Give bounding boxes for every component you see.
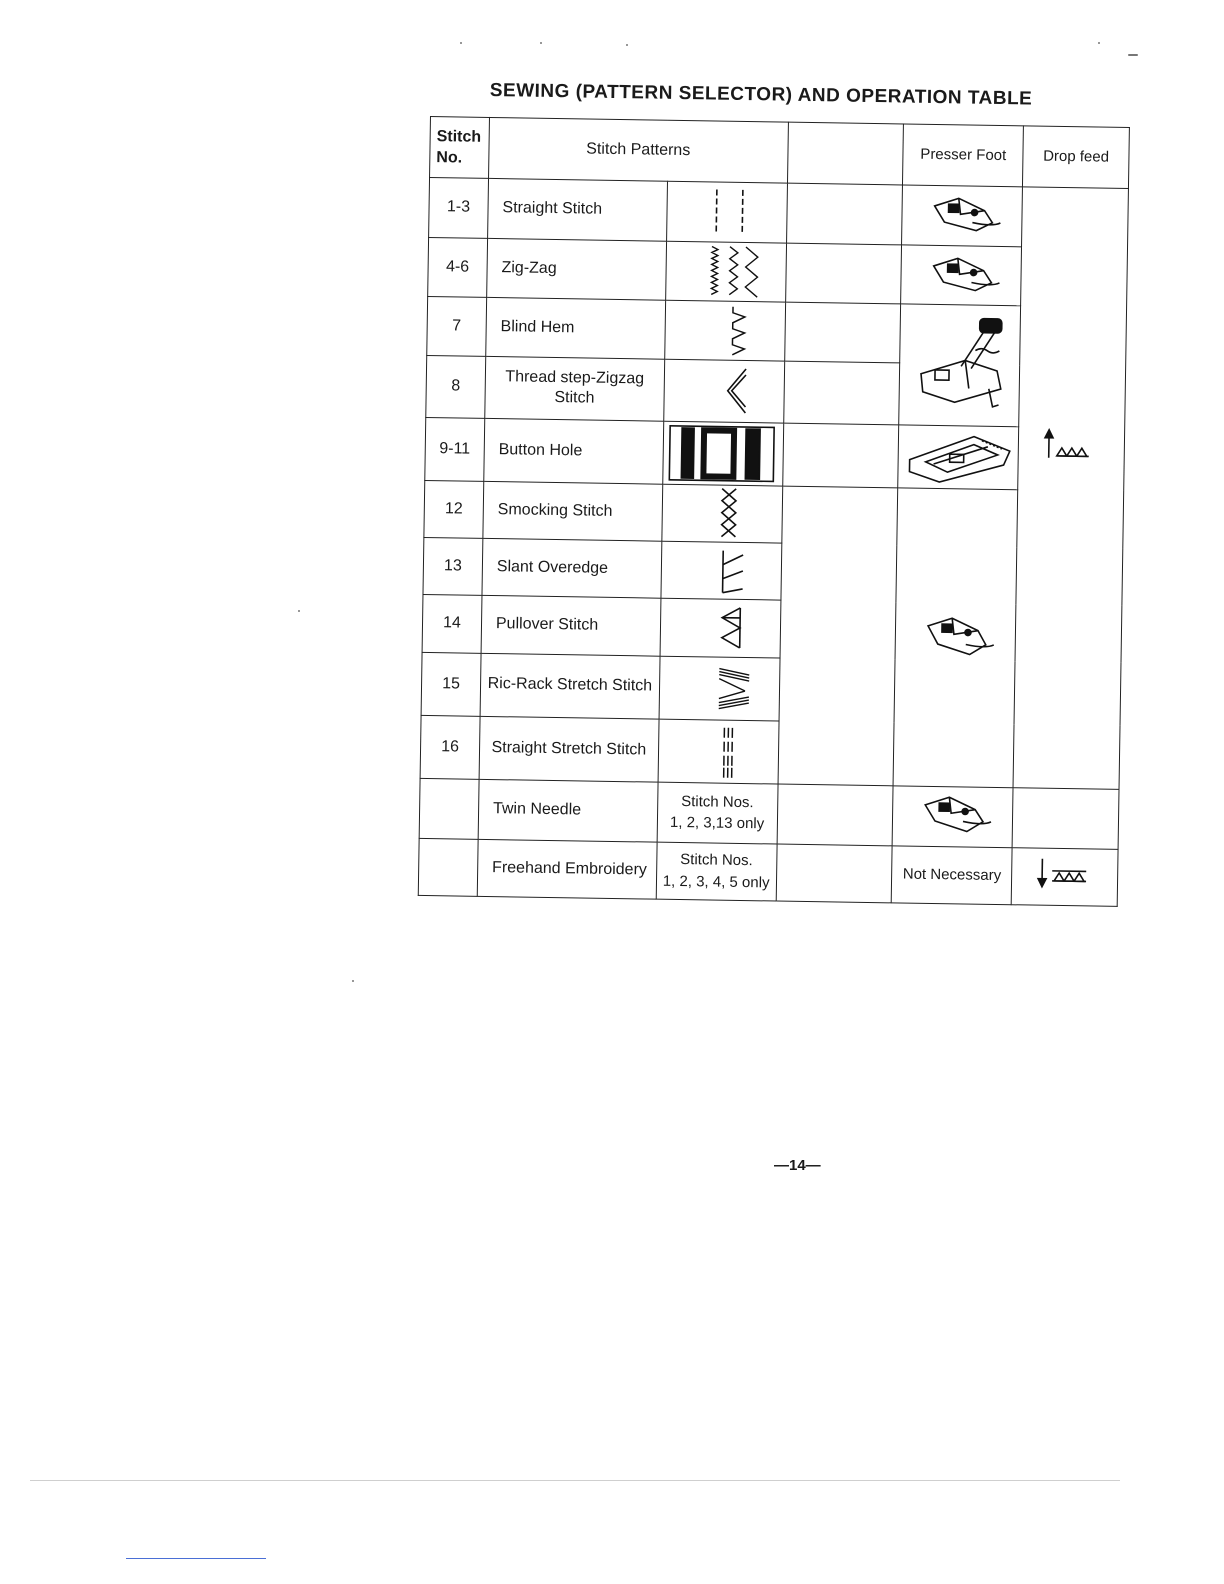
stitch-name: Freehand Embroidery	[477, 839, 657, 899]
blank-cell	[784, 302, 901, 363]
drop-feed-up-cell	[1013, 187, 1128, 790]
stitch-name: Button Hole	[484, 418, 664, 484]
stitch-number: 13	[423, 538, 483, 596]
scan-edge-line	[30, 1480, 1120, 1481]
blank-cell	[777, 784, 894, 845]
table-row	[429, 178, 1129, 248]
stitch-nos-label: Stitch Nos.	[680, 851, 753, 870]
zigzag-pattern-icon	[665, 241, 786, 302]
stitch-name: Thread step-Zigzag Stitch	[485, 357, 665, 421]
stitch-name: Blind Hem	[486, 297, 666, 359]
stitch-name: Twin Needle	[478, 780, 658, 842]
thread-step-zigzag-pattern-icon	[663, 359, 784, 422]
blank-cell	[778, 486, 898, 786]
stitch-name: Slant Overedge	[482, 538, 662, 598]
straight-stitch-pattern-icon	[666, 182, 787, 243]
stitch-name: Pullover Stitch	[481, 596, 661, 656]
zigzag-presser-foot-icon	[902, 185, 1023, 246]
table-row	[419, 779, 1119, 849]
stitch-number-empty	[419, 779, 479, 839]
scan-speck	[540, 42, 542, 44]
table-header-row	[430, 117, 1130, 189]
stitch-number: 8	[426, 356, 486, 418]
scan-speck	[1128, 54, 1138, 56]
stitch-number: 14	[422, 595, 482, 653]
stitch-number: 16	[420, 715, 480, 779]
stitch-name: Zig-Zag	[487, 238, 667, 300]
zigzag-presser-foot-icon	[893, 488, 1018, 788]
smocking-pattern-icon	[662, 484, 783, 543]
feed-dog-up-icon	[1036, 428, 1107, 463]
stitch-name: Straight Stitch	[488, 179, 668, 241]
scan-speck	[1098, 42, 1100, 44]
scan-speck	[626, 44, 628, 46]
ric-rack-pattern-icon	[659, 656, 780, 721]
stitch-name: Ric-Rack Stretch Stitch	[480, 653, 660, 719]
header-stitch-patterns: Stitch Patterns	[488, 117, 788, 183]
stitch-number: 9-11	[425, 417, 485, 481]
blank-cell	[785, 243, 902, 304]
header-blank	[787, 122, 904, 185]
stitch-nos-label: Stitch Nos.	[681, 792, 754, 811]
scan-speck	[460, 42, 462, 44]
stitch-number: 4-6	[428, 237, 488, 297]
pullover-pattern-icon	[660, 599, 781, 658]
stitch-nos-value: 1, 2, 3,13 only	[669, 814, 765, 833]
table-row	[418, 838, 1118, 906]
buttonhole-pattern-icon	[662, 421, 783, 486]
zigzag-presser-foot-icon	[893, 786, 1014, 847]
blank-cell	[776, 844, 893, 903]
stitch-name: Smocking Stitch	[483, 481, 663, 541]
scan-speck	[352, 980, 354, 982]
slant-overedge-pattern-icon	[661, 541, 782, 600]
stitch-name: Straight Stretch Stitch	[479, 716, 659, 782]
stitch-number: 15	[421, 652, 481, 716]
drop-feed-down-cell	[1011, 847, 1118, 906]
page-number: —14—	[774, 1157, 821, 1174]
blank-cell	[783, 361, 900, 424]
header-presser-foot: Presser Foot	[903, 124, 1024, 187]
stitch-nos-value: 1, 2, 3, 4, 5 only	[662, 872, 770, 892]
operation-table	[418, 116, 1130, 907]
header-drop-feed: Drop feed	[1023, 126, 1130, 189]
freehand-stitch-nos	[656, 842, 777, 901]
blind-hem-pattern-icon	[664, 300, 785, 361]
stitch-number: 7	[427, 296, 487, 356]
blind-hem-foot-icon	[899, 304, 1021, 426]
page-title: SEWING (PATTERN SELECTOR) AND OPERATION TABLE	[489, 80, 1033, 110]
feed-dog-down-icon	[1030, 857, 1101, 892]
scan-speck	[298, 610, 300, 612]
zigzag-presser-foot-icon	[901, 245, 1022, 306]
scan-edge-line	[126, 1558, 266, 1559]
twin-needle-stitch-nos	[657, 782, 778, 843]
blank-cell	[782, 423, 899, 488]
header-stitch-no: Stitch No.	[430, 117, 490, 179]
buttonhole-foot-icon	[898, 424, 1019, 489]
blank-cell	[786, 183, 903, 244]
drop-feed-empty	[1012, 788, 1119, 849]
presser-foot-not-necessary: Not Necessary	[892, 845, 1013, 904]
stitch-number-empty	[418, 838, 478, 896]
stitch-number: 12	[424, 480, 484, 538]
straight-stretch-pattern-icon	[658, 719, 779, 784]
stitch-number: 1-3	[429, 178, 489, 238]
